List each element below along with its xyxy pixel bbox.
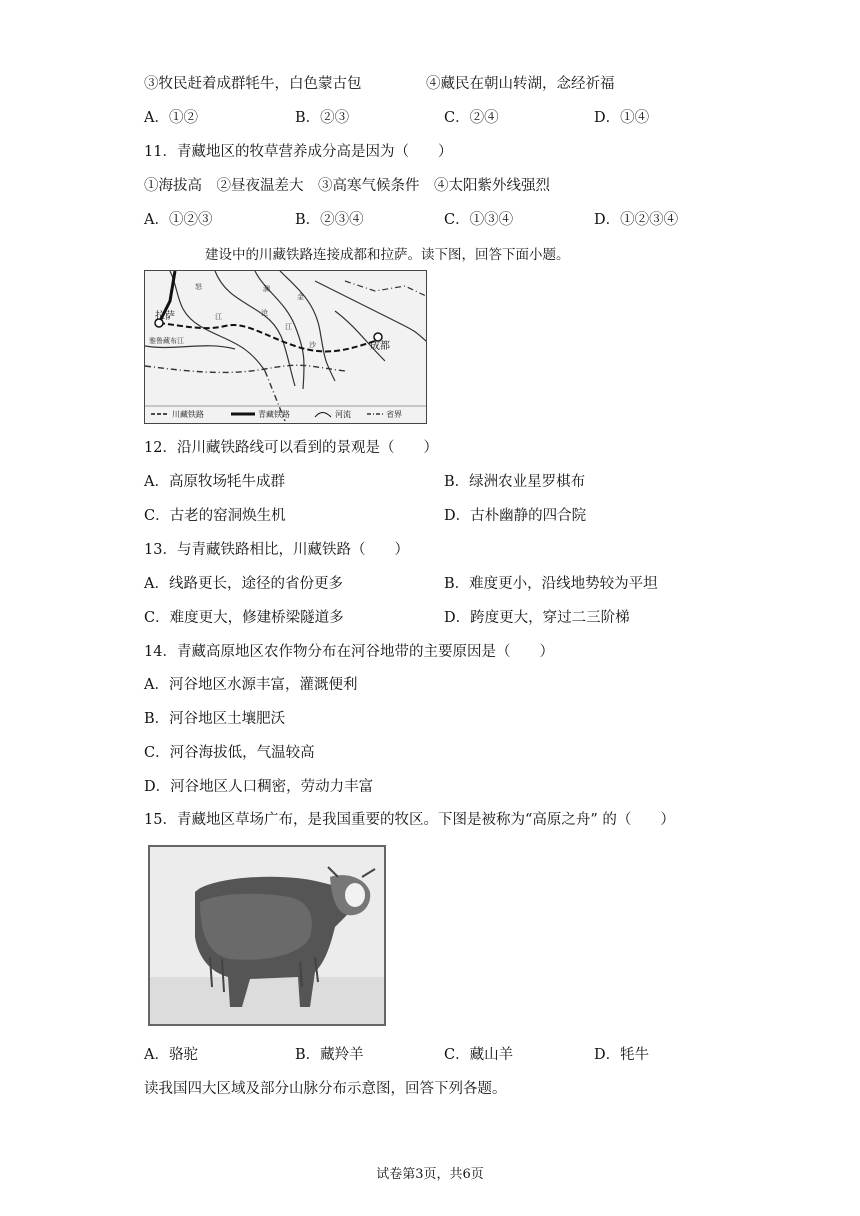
map-label-nu: 怒: [195, 283, 202, 291]
railway-intro: 建设中的川藏铁路连接成都和拉萨。读下图，回答下面小题。: [205, 247, 570, 263]
q11-items: ①海拔高 ②昼夜温差大 ③高寒气候条件 ④太阳紫外线强烈: [144, 178, 550, 194]
map-label-jinsha-2: 沙: [309, 341, 316, 349]
q13-option-c[interactable]: C．难度更大，修建桥梁隧道多: [144, 610, 344, 626]
q14-stem: 14．青藏高原地区农作物分布在河谷地带的主要原因是（ ）: [144, 644, 554, 660]
q13-option-b[interactable]: B．难度更小，沿线地势较为平坦: [444, 576, 658, 592]
q15-option-d[interactable]: D．牦牛: [594, 1047, 650, 1063]
q10-option-d[interactable]: D．①④: [594, 110, 650, 126]
q11-option-a[interactable]: A．①②③: [144, 212, 213, 228]
map-label-yarlung: 雅鲁藏布江: [149, 337, 184, 345]
q10-item-3: ③牧民赶着成群牦牛，白色蒙古包: [144, 76, 362, 92]
q10-option-a[interactable]: A．①②: [144, 110, 198, 126]
legend-chuanzang: 川藏铁路: [172, 410, 204, 419]
q12-option-b[interactable]: B．绿洲农业星罗棋布: [444, 474, 586, 490]
q10-option-b[interactable]: B．②③: [295, 110, 350, 126]
legend-border: 省界: [386, 410, 402, 419]
q14-option-c[interactable]: C．河谷海拔低，气温较高: [144, 745, 315, 761]
q15-option-a[interactable]: A．骆驼: [144, 1047, 198, 1063]
q10-option-c[interactable]: C．②④: [444, 110, 499, 126]
q15-option-b[interactable]: B．藏羚羊: [295, 1047, 364, 1063]
map-label-jiang: 江: [285, 323, 292, 331]
q15-option-c[interactable]: C．藏山羊: [444, 1047, 514, 1063]
map-label-lancang: 澜: [263, 285, 270, 293]
map-label-nu-2: 江: [215, 313, 222, 321]
q12-option-a[interactable]: A．高原牧场牦牛成群: [144, 474, 285, 490]
q12-stem: 12．沿川藏铁路线可以看到的景观是（ ）: [144, 440, 438, 456]
legend-qingzang: 青藏铁路: [258, 410, 290, 419]
yak-photo: [148, 845, 386, 1026]
map-label-lhasa: 拉萨: [155, 311, 175, 322]
map-label-jinsha: 金: [297, 293, 304, 301]
map-label-lancang-2: 沧: [261, 309, 268, 317]
q11-option-d[interactable]: D．①②③④: [594, 212, 679, 228]
q10-item-4: ④藏民在朝山转湖，念经祈福: [426, 76, 615, 92]
regions-intro: 读我国四大区域及部分山脉分布示意图，回答下列各题。: [144, 1081, 507, 1097]
q14-option-a[interactable]: A．河谷地区水源丰富，灌溉便利: [144, 677, 358, 693]
q11-option-b[interactable]: B．②③④: [295, 212, 364, 228]
q13-stem: 13．与青藏铁路相比，川藏铁路（ ）: [144, 542, 409, 558]
q12-option-d[interactable]: D．古朴幽静的四合院: [444, 508, 587, 524]
q11-stem: 11．青藏地区的牧草营养成分高是因为（ ）: [144, 144, 453, 160]
q13-option-a[interactable]: A．线路更长，途径的省份更多: [144, 576, 343, 592]
q14-option-d[interactable]: D．河谷地区人口稠密，劳动力丰富: [144, 779, 374, 795]
q11-option-c[interactable]: C．①③④: [444, 212, 514, 228]
page-footer: 试卷第3页，共6页: [376, 1167, 484, 1182]
q14-option-b[interactable]: B．河谷地区土壤肥沃: [144, 711, 286, 727]
map-label-chengdu: 成都: [370, 341, 390, 352]
q15-stem: 15．青藏地区草场广布，是我国重要的牧区。下图是被称为“高原之舟” 的（ ）: [144, 812, 675, 828]
railway-map: [144, 270, 427, 424]
q12-option-c[interactable]: C．古老的窑洞焕生机: [144, 508, 286, 524]
q13-option-d[interactable]: D．跨度更大，穿过二三阶梯: [444, 610, 630, 626]
legend-river: 河流: [335, 410, 351, 419]
